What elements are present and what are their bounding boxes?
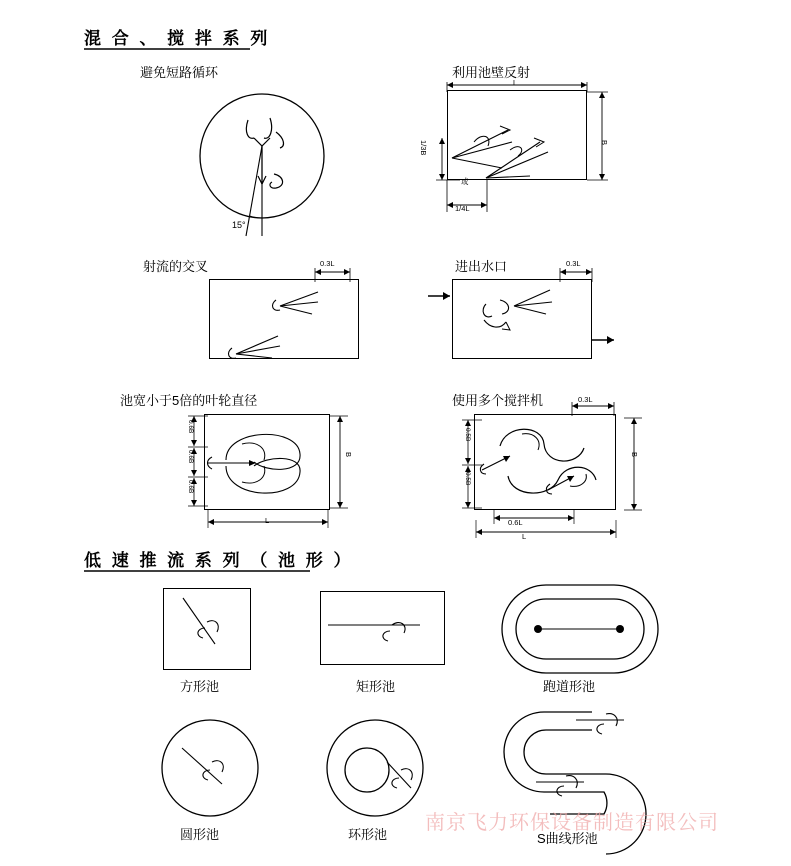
figure-inlet-outlet-annotations <box>420 258 620 368</box>
label-or: 或 <box>461 177 469 186</box>
figure-multiple-mixers-annotations <box>438 390 658 540</box>
section-title-low-speed: 低 速 推 流 系 列 （ 池 形 ） <box>84 551 354 570</box>
label-l-multi: L <box>522 532 527 541</box>
label-l-narrow: L <box>265 516 270 525</box>
figure-narrow-tank-annotations <box>168 404 378 534</box>
label-0-6b-bottom: 0.6B <box>187 480 194 494</box>
figure-caption-avoid-short-circuit: 避免短路循环 <box>140 65 219 80</box>
section-underline-mixing <box>84 46 254 52</box>
figure-avoid-short-circuit <box>190 88 340 238</box>
figure-ring-tank <box>325 718 425 818</box>
label-l-wall: L <box>513 78 518 87</box>
figure-s-curve-tank <box>500 708 660 818</box>
section-underline-low-speed <box>84 568 314 574</box>
label-0-3l-multi: 0.3L <box>578 395 593 404</box>
label-one-third-b: 1/3B <box>419 140 428 156</box>
label-0-6b-mid: 0.6B <box>187 450 194 464</box>
label-0-5b-bottom: 0.5B <box>464 472 471 486</box>
figure-caption-rect-tank: 矩形池 <box>356 679 396 694</box>
figure-jet-cross-annotations <box>200 258 380 368</box>
figure-caption-s-curve-tank: S曲线形池 <box>537 831 598 846</box>
figure-square-tank-mixer <box>163 588 251 670</box>
figure-caption-circle-tank: 圆形池 <box>180 827 220 842</box>
figure-rect-tank-mixer <box>320 591 445 665</box>
figure-caption-ring-tank: 环形池 <box>348 827 388 842</box>
label-angle-15deg: 15° <box>232 220 246 230</box>
section-title-mixing: 混 合 、 搅 拌 系 列 <box>84 29 271 48</box>
label-0-5b-top: 0.5B <box>464 428 471 442</box>
figure-caption-multiple-mixers: 使用多个搅拌机 <box>452 393 544 408</box>
label-0-3l-inlet: 0.3L <box>566 259 581 268</box>
figure-circle-tank <box>160 718 260 818</box>
figure-caption-wall-reflection: 利用池壁反射 <box>452 65 531 80</box>
figure-caption-inlet-outlet: 进出水口 <box>455 259 508 274</box>
label-0-6l-multi: 0.6L <box>508 518 523 527</box>
label-0-6b-top: 0.6B <box>187 420 194 434</box>
company-watermark: 南京飞力环保设备制造有限公司 <box>425 812 719 834</box>
figure-caption-narrow-tank: 池宽小于5倍的叶轮直径 <box>120 393 258 408</box>
label-b-multi: B <box>630 452 639 458</box>
figure-racetrack-tank <box>500 583 660 675</box>
figure-caption-jet-cross: 射流的交叉 <box>143 259 209 274</box>
label-quarter-l: 1/4L <box>455 204 470 213</box>
label-b-wall: B <box>600 140 609 146</box>
figure-caption-racetrack-tank: 跑道形池 <box>543 679 596 694</box>
label-0-3l-jet: 0.3L <box>320 259 335 268</box>
figure-caption-square-tank: 方形池 <box>180 679 220 694</box>
label-b-narrow: B <box>344 452 353 458</box>
